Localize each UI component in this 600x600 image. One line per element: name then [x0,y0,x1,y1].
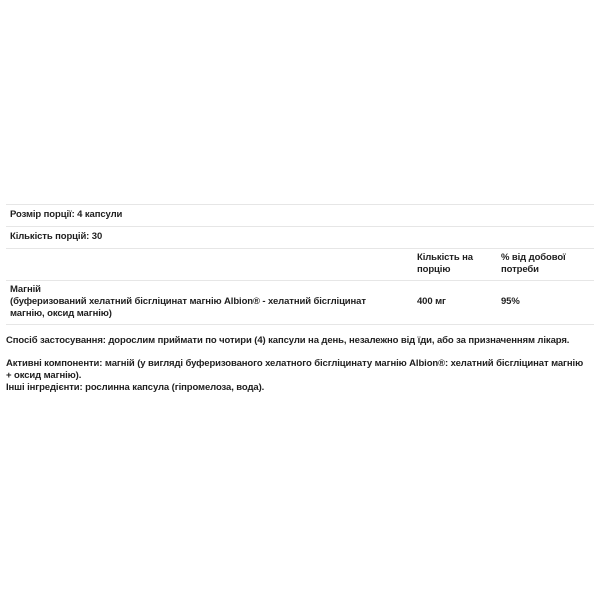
nutrient-dv: 95% [501,296,520,307]
divider [6,204,594,205]
nutrient-desc: (буферизований хелатний бісгліцинат магнію Albion® - хелатний бісгліцинат [10,296,366,307]
active-text [6,358,583,394]
servings-count: Кількість порцій: 30 [10,231,103,242]
header-amount-line: порцію [417,264,451,275]
active-line: + оксид магнію). [6,370,82,381]
header-dv-line: потреби [501,264,539,275]
header-amount [417,252,473,276]
active-line: Активні компоненти: магній (у вигляді буферизованого хелатного бісгліцинату магнію Albion®: хелатний бісгліцинат магнію [6,358,584,369]
divider [6,226,594,227]
serving-size: Розмір порції: 4 капсули [10,209,123,220]
nutrient-name [10,284,366,320]
header-daily-value [501,252,566,276]
divider [6,248,594,249]
nutrient-amount: 400 мг [417,296,446,307]
other-ingredients: Інші інгредієнти: рослинна капсула (гіпромелоза, вода). [6,382,265,393]
nutrient-title: Магній [10,284,41,295]
usage-text: Спосіб застосування: дорослим приймати по чотири (4) капсули на день, незалежно від їди, або за призначенням лікаря. [6,335,570,346]
divider [6,280,594,281]
header-dv-line: % від добової [501,252,566,263]
divider [6,324,594,325]
nutrient-desc: магнію, оксид магнію) [10,308,112,319]
header-amount-line: Кількість на [417,252,473,263]
